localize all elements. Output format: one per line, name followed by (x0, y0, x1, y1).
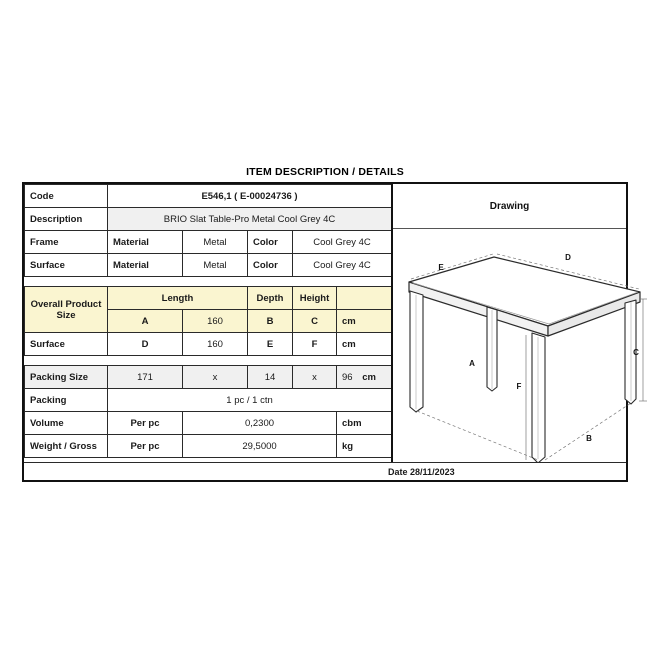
page-title: ITEM DESCRIPTION / DETAILS (246, 166, 404, 178)
surface-label: Surface (25, 254, 108, 277)
overall-size-label-line1: Overall Product (30, 298, 102, 310)
drawing-header: Drawing (393, 184, 626, 229)
table-row-packing (25, 389, 392, 412)
spacer-row-1 (25, 277, 392, 287)
packing-size-label: Packing Size (25, 366, 108, 389)
spec-frame (22, 182, 639, 482)
table-leg-front-centre (532, 333, 545, 463)
volume-value: 0,2300 (183, 412, 337, 435)
height-header: Height (293, 287, 337, 310)
code-value: E546,1 ( E-00024736 ) (108, 185, 392, 208)
frame-material-value: Metal (183, 231, 248, 254)
volume-label: Volume (25, 412, 108, 435)
table-row-weight (25, 435, 392, 458)
table-row-surface-size (25, 333, 392, 356)
overall-size-label (25, 287, 108, 333)
dimension-line-a (417, 411, 538, 460)
overall-size-label-line2: Size (56, 309, 76, 321)
frame-color-label: Color (248, 231, 293, 254)
description-value: BRIO Slat Table-Pro Metal Cool Grey 4C (108, 208, 392, 231)
frame-material-label: Material (108, 231, 183, 254)
dimension-label-f: F (516, 382, 522, 391)
packing-size-length: 171 (108, 366, 183, 389)
packing-size-height-unit (337, 366, 392, 389)
specification-table (24, 184, 392, 458)
spacer-row-2 (25, 356, 392, 366)
table-row-overall-headers (25, 287, 392, 310)
depth-header: Depth (248, 287, 293, 310)
spacer-cell (25, 277, 392, 287)
surface-height-key: F (293, 333, 337, 356)
packing-label: Packing (25, 389, 108, 412)
frame-label: Frame (25, 231, 108, 254)
dimension-label-d: D (565, 253, 571, 262)
description-label: Description (25, 208, 108, 231)
packing-value: 1 pc / 1 ctn (108, 389, 392, 412)
specification-table-panel (24, 184, 391, 480)
table-row-volume (25, 412, 392, 435)
length-header: Length (108, 287, 248, 310)
weight-unit: kg (337, 435, 392, 458)
overall-height-key: C (293, 310, 337, 333)
dimension-line-b (545, 403, 631, 460)
date-footer (24, 462, 626, 480)
surface-depth-key: E (248, 333, 293, 356)
table-leg-rear-left (410, 291, 423, 412)
table-row-description (25, 208, 392, 231)
dimension-label-e: E (438, 263, 444, 272)
volume-per-label: Per pc (108, 412, 183, 435)
surface-length-key: D (108, 333, 183, 356)
dimension-label-b: B (586, 434, 592, 443)
weight-value: 29,5000 (183, 435, 337, 458)
weight-per-label: Per pc (108, 435, 183, 458)
surface-color-label: Color (248, 254, 293, 277)
unit-header-empty (337, 287, 392, 310)
code-label: Code (25, 185, 108, 208)
table-row-packing-size (25, 366, 392, 389)
packing-size-sep-2: x (293, 366, 337, 389)
surface-length-value: 160 (183, 333, 248, 356)
packing-size-width: 14 (248, 366, 293, 389)
weight-label: Weight / Gross (25, 435, 108, 458)
drawing-panel (391, 184, 639, 480)
packing-size-height: 96 (342, 371, 353, 383)
packing-size-sep-1: x (183, 366, 248, 389)
dimension-label-a: A (469, 359, 475, 368)
dimension-label-c: C (633, 348, 639, 357)
table-row-frame (25, 231, 392, 254)
surface-unit: cm (337, 333, 392, 356)
table-row-code (25, 185, 392, 208)
drawing-canvas (393, 229, 639, 462)
frame-color-value: Cool Grey 4C (293, 231, 392, 254)
surface-color-value: Cool Grey 4C (293, 254, 392, 277)
packing-size-unit: cm (362, 371, 376, 383)
table-row-surface-material (25, 254, 392, 277)
surface-material-label: Material (108, 254, 183, 277)
overall-depth-key: B (248, 310, 293, 333)
overall-length-value: 160 (183, 310, 248, 333)
table-perspective-drawing (393, 229, 652, 466)
volume-unit: cbm (337, 412, 392, 435)
surface-material-value: Metal (183, 254, 248, 277)
date-text: Date 28/11/2023 (388, 466, 455, 477)
overall-length-key: A (108, 310, 183, 333)
overall-unit: cm (337, 310, 392, 333)
surface-size-label: Surface (25, 333, 108, 356)
spacer-cell-2 (25, 356, 392, 366)
